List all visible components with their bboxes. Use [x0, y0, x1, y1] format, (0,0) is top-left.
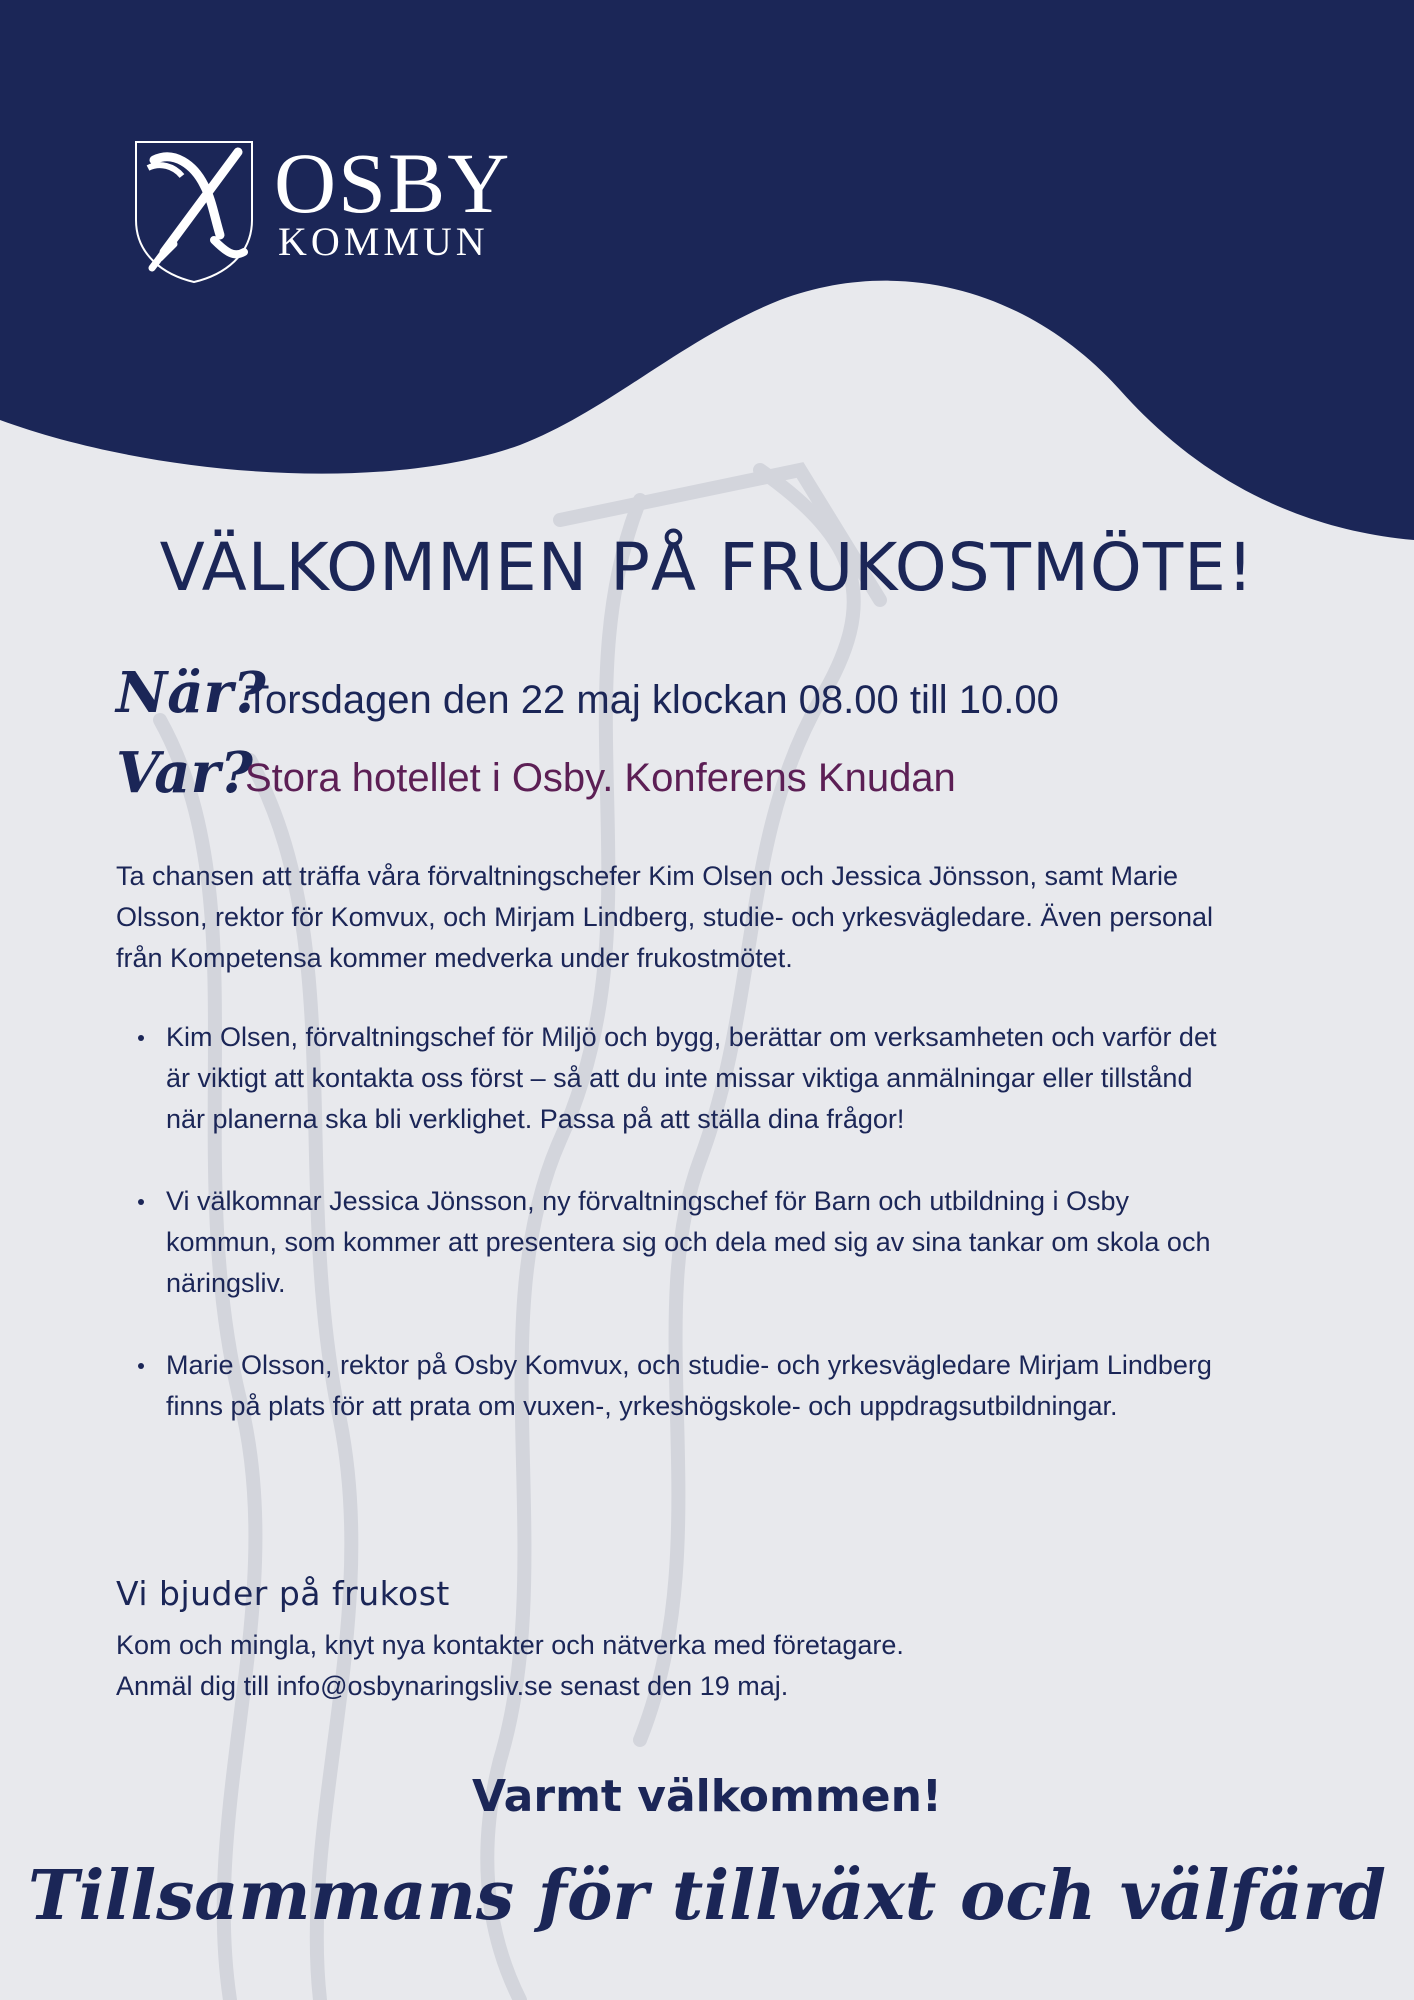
welcome-text: Varmt välkommen!	[472, 1771, 942, 1822]
logo-name: OSBY	[274, 135, 512, 231]
coat-of-arms-icon	[134, 140, 254, 285]
list-item: Vi välkomnar Jessica Jönsson, ny förvaltningschef för Barn och utbildning i Osby kommun, som kommer att presentera sig och dela med sig av sina tankar om skola och näringsliv.	[116, 1181, 1236, 1304]
when-label: När?	[116, 660, 266, 726]
breakfast-text	[116, 1625, 1236, 1707]
when-text: Torsdagen den 22 maj klockan 08.00 till 10.00	[245, 678, 1059, 722]
logo-subname: KOMMUN	[278, 219, 489, 264]
breakfast-heading: Vi bjuder på frukost	[116, 1574, 450, 1613]
where-text: Stora hotellet i Osby. Konferens Knudan	[245, 756, 956, 800]
osby-kommun-logo	[134, 135, 514, 285]
breakfast-line-2: Anmäl dig till info@osbynaringsliv.se senast den 19 maj.	[116, 1671, 789, 1701]
list-item: Marie Olsson, rektor på Osby Komvux, och studie- och yrkesvägledare Mirjam Lindberg finns på plats för att prata om vuxen-, yrkeshögskole- och uppdragsutbildningar.	[116, 1345, 1236, 1427]
slogan: Tillsammans för tillväxt och välfärd	[28, 1856, 1386, 1936]
page-title: VÄLKOMMEN PÅ FRUKOSTMÖTE!	[159, 529, 1255, 606]
list-item: Kim Olsen, förvaltningschef för Miljö och bygg, berättar om verksamheten och varför det är viktigt att kontakta oss först – så att du inte missar viktiga anmälningar eller tillstånd när planerna ska bli verklighet. Passa på att ställa dina frågor!	[116, 1017, 1236, 1140]
breakfast-line-1: Kom och mingla, knyt nya kontakter och nätverka med företagare.	[116, 1630, 904, 1660]
speaker-list	[116, 1017, 1236, 1468]
where-label: Var?	[116, 740, 253, 806]
intro-paragraph: Ta chansen att träffa våra förvaltningschefer Kim Olsen och Jessica Jönsson, samt Marie Olsson, rektor för Komvux, och Mirjam Lindberg, studie- och yrkesvägledare. Även personal från Kompetensa kommer medverka under frukostmötet.	[116, 861, 1213, 973]
